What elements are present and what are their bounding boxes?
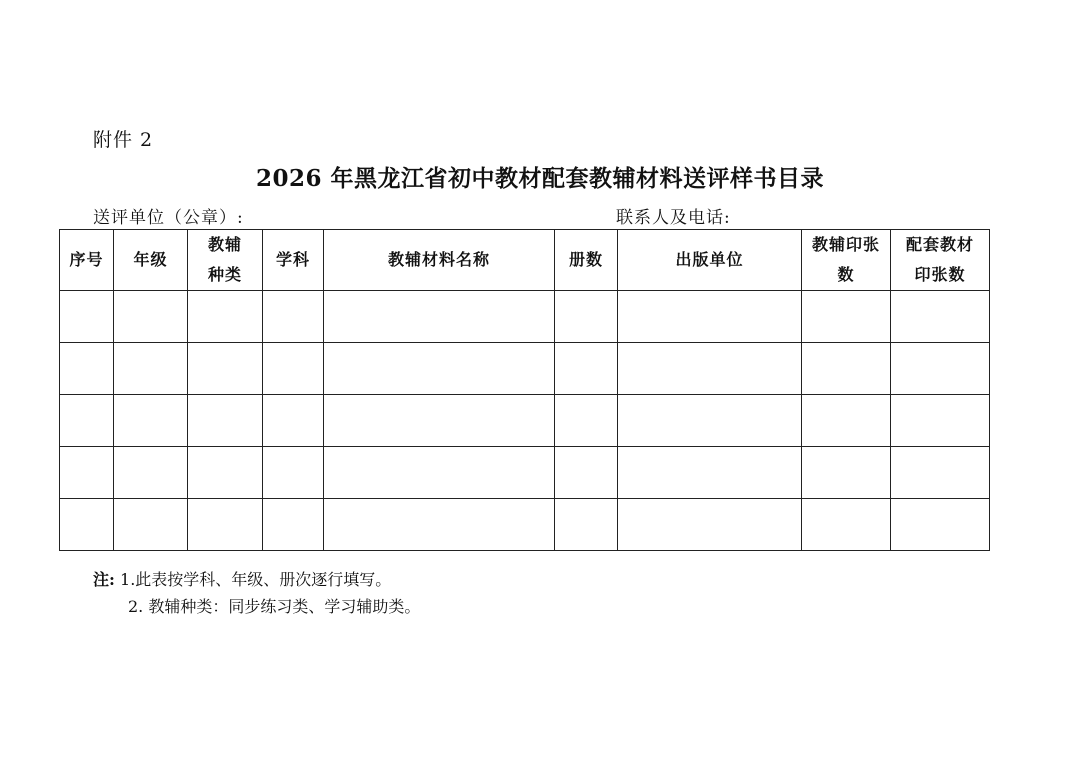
note-line-1 xyxy=(93,566,420,593)
table-cell-aux-type xyxy=(188,343,263,395)
table-cell-volumes xyxy=(555,343,618,395)
contact-label: 联系人及电话: xyxy=(616,208,731,228)
column-header-aux-type xyxy=(188,230,263,291)
column-header-aux-sheets-line: 教辅印张 xyxy=(811,235,880,254)
attachment-label: 附件 2 xyxy=(93,129,154,151)
table-cell-textbook-sheets xyxy=(891,395,990,447)
table-cell-aux-sheets xyxy=(802,291,891,343)
note-line-2 xyxy=(93,593,420,620)
table-header-row xyxy=(60,230,990,291)
column-header-aux-type-line: 教辅 xyxy=(207,235,242,254)
column-header-textbook-sheets xyxy=(891,230,990,291)
column-header-textbook-sheets-line: 配套教材 xyxy=(905,235,974,254)
column-header-seq xyxy=(60,230,114,291)
table-cell-grade xyxy=(114,447,188,499)
table-cell-volumes xyxy=(555,499,618,551)
table-cell-subject xyxy=(263,447,324,499)
table-cell-grade xyxy=(114,395,188,447)
submitter-label: 送评单位（公章）: xyxy=(93,208,244,228)
table-cell-volumes xyxy=(555,291,618,343)
table-cell-publisher xyxy=(618,291,802,343)
table-row xyxy=(60,395,990,447)
column-header-aux-type-line: 种类 xyxy=(207,265,242,284)
column-header-publisher-line: 出版单位 xyxy=(675,250,744,269)
table-cell-material-name xyxy=(324,343,555,395)
table-cell-aux-type xyxy=(188,395,263,447)
table-cell-aux-sheets xyxy=(802,447,891,499)
table-cell-publisher xyxy=(618,447,802,499)
table-cell-publisher xyxy=(618,343,802,395)
column-header-material-name xyxy=(324,230,555,291)
table-cell-subject xyxy=(263,395,324,447)
table-cell-aux-type xyxy=(188,447,263,499)
note-item-2: 2. 教辅种类：同步练习类、学习辅助类。 xyxy=(128,597,421,616)
table-cell-seq xyxy=(60,343,114,395)
column-header-grade xyxy=(114,230,188,291)
table-cell-textbook-sheets xyxy=(891,343,990,395)
column-header-subject xyxy=(263,230,324,291)
table-cell-subject xyxy=(263,291,324,343)
table-cell-grade xyxy=(114,499,188,551)
note-item-1: 1.此表按学科、年级、册次逐行填写。 xyxy=(120,570,392,589)
notes-label: 注: xyxy=(93,570,115,589)
table-cell-aux-sheets xyxy=(802,499,891,551)
column-header-publisher xyxy=(618,230,802,291)
table-cell-textbook-sheets xyxy=(891,291,990,343)
table-row xyxy=(60,499,990,551)
table-cell-aux-type xyxy=(188,291,263,343)
table-cell-material-name xyxy=(324,395,555,447)
table-cell-volumes xyxy=(555,395,618,447)
notes-section xyxy=(93,566,420,620)
table-row xyxy=(60,447,990,499)
column-header-seq-line: 序号 xyxy=(69,250,104,269)
column-header-volumes xyxy=(555,230,618,291)
table-cell-aux-type xyxy=(188,499,263,551)
column-header-volumes-line: 册数 xyxy=(568,250,603,269)
table-cell-subject xyxy=(263,343,324,395)
table-cell-material-name xyxy=(324,447,555,499)
column-header-aux-sheets xyxy=(802,230,891,291)
table-cell-subject xyxy=(263,499,324,551)
table-row xyxy=(60,343,990,395)
document-title: 2026 年黑龙江省初中教材配套教辅材料送评样书目录 xyxy=(255,165,825,192)
table-cell-aux-sheets xyxy=(802,395,891,447)
sample-book-catalog-table xyxy=(59,229,990,551)
table-cell-seq xyxy=(60,395,114,447)
table-cell-textbook-sheets xyxy=(891,499,990,551)
table-cell-textbook-sheets xyxy=(891,447,990,499)
column-header-grade-line: 年级 xyxy=(133,250,168,269)
table-cell-aux-sheets xyxy=(802,343,891,395)
column-header-textbook-sheets-line: 印张数 xyxy=(914,265,966,284)
column-header-subject-line: 学科 xyxy=(275,250,310,269)
table-body xyxy=(60,291,990,551)
table-row xyxy=(60,291,990,343)
table-cell-grade xyxy=(114,343,188,395)
table-cell-seq xyxy=(60,291,114,343)
column-header-material-name-line: 教辅材料名称 xyxy=(387,250,490,269)
table-cell-seq xyxy=(60,447,114,499)
column-header-aux-sheets-line: 数 xyxy=(837,265,855,284)
table-cell-publisher xyxy=(618,395,802,447)
table-cell-material-name xyxy=(324,291,555,343)
table-cell-publisher xyxy=(618,499,802,551)
table-cell-material-name xyxy=(324,499,555,551)
table-cell-volumes xyxy=(555,447,618,499)
table-cell-seq xyxy=(60,499,114,551)
table-cell-grade xyxy=(114,291,188,343)
